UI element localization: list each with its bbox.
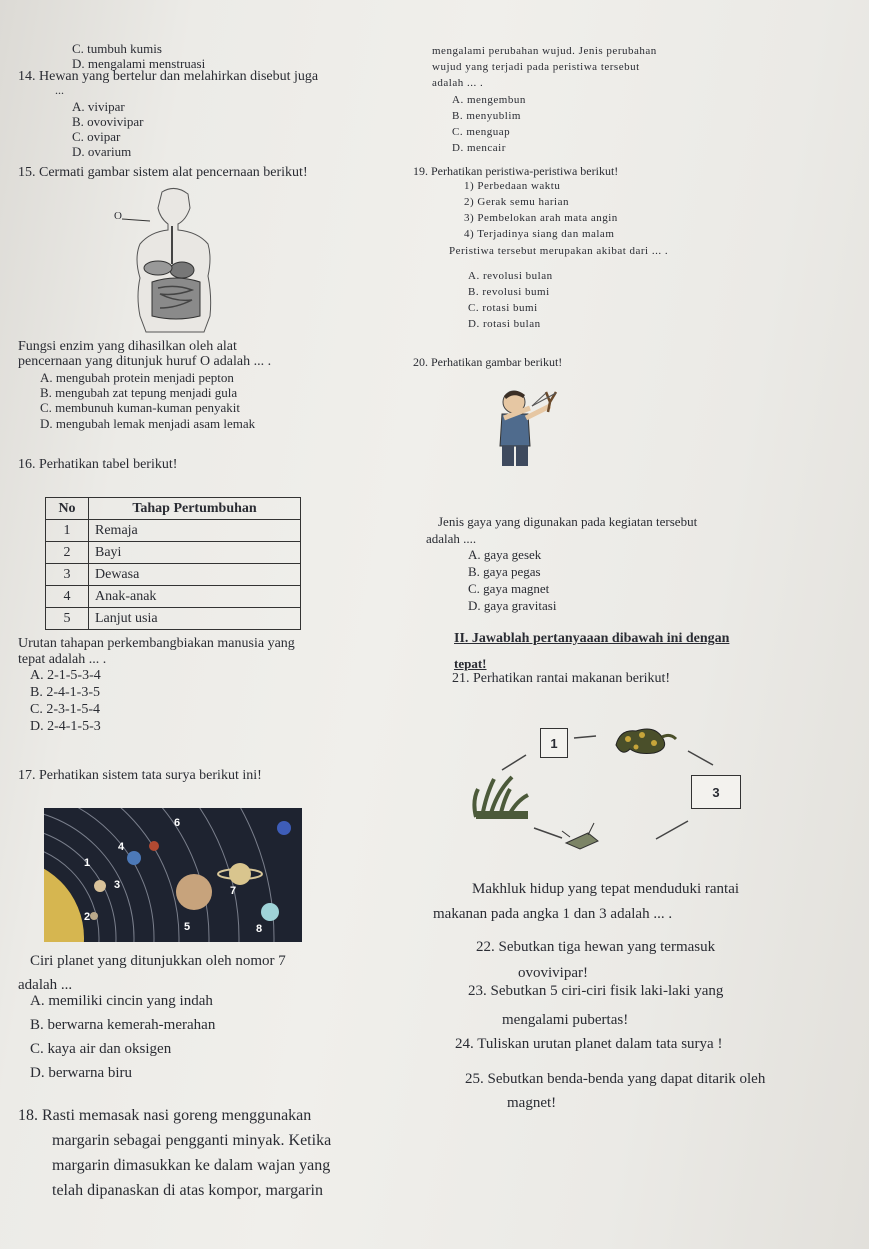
q18-line3: margarin dimasukkan ke dalam wajan yang bbox=[52, 1157, 331, 1174]
table-cell-stage: Remaja bbox=[89, 520, 301, 542]
q15-option-c: C. membunuh kuman-kuman penyakit bbox=[40, 400, 241, 415]
q16-stem: 16. Perhatikan tabel berikut! bbox=[18, 457, 178, 472]
q18-option-a: A. mengembun bbox=[452, 94, 526, 106]
planet-saturn bbox=[229, 863, 251, 885]
table-header-no: No bbox=[46, 498, 89, 520]
q21-question-line1: Makhluk hidup yang tepat menduduki rantai bbox=[472, 881, 740, 897]
q20-option-d: D. gaya gravitasi bbox=[468, 598, 557, 613]
q17-stem: 17. Perhatikan sistem tata surya berikut ini! bbox=[18, 768, 262, 783]
table-cell-stage: Dewasa bbox=[89, 564, 301, 586]
table-header-row bbox=[46, 498, 301, 520]
grass-icon bbox=[474, 777, 528, 819]
q14-stem: 14. Hewan yang bertelur dan melahirkan disebut juga bbox=[18, 69, 319, 84]
planet-mercury bbox=[90, 912, 98, 920]
q21-stem: 21. Perhatikan rantai makanan berikut! bbox=[452, 671, 671, 686]
food-chain-diagram bbox=[470, 715, 730, 865]
arrow-3-to-grasshopper bbox=[656, 821, 688, 839]
q20-option-c: C. gaya magnet bbox=[468, 581, 550, 596]
q19-question: Peristiwa tersebut merupakan akibat dari ... . bbox=[449, 245, 669, 257]
q16-question-line1: Urutan tahapan perkembangbiakan manusia yang bbox=[18, 636, 295, 651]
planet-number: 2 bbox=[84, 911, 91, 923]
planet-mars bbox=[149, 841, 159, 851]
planet-jupiter bbox=[176, 874, 212, 910]
q17-option-d: D. berwarna biru bbox=[30, 1065, 133, 1081]
q15-option-b: B. mengubah zat tepung menjadi gula bbox=[40, 385, 238, 400]
q18-option-b: B. menyublim bbox=[452, 110, 521, 122]
q15-option-a: A. mengubah protein menjadi pepton bbox=[40, 370, 234, 385]
q20-stem: 20. Perhatikan gambar berikut! bbox=[413, 355, 563, 369]
planet-number: 1 bbox=[84, 857, 91, 869]
q15-label-o: O bbox=[114, 210, 123, 222]
q13-option-c: C. tumbuh kumis bbox=[72, 41, 162, 56]
q23-line1: 23. Sebutkan 5 ciri-ciri fisik laki-laki yang bbox=[468, 983, 724, 999]
q17-option-b: B. berwarna kemerah-merahan bbox=[30, 1017, 216, 1033]
q18-cont-line1: mengalami perubahan wujud. Jenis perubahan bbox=[432, 45, 657, 57]
table-cell-no: 4 bbox=[46, 586, 89, 608]
planet-number: 6 bbox=[174, 817, 181, 829]
planet-number: 5 bbox=[184, 921, 191, 933]
q18-cont-line3: adalah ... . bbox=[432, 77, 484, 89]
q18-cont-line2: wujud yang terjadi pada peristiwa tersebut bbox=[432, 61, 640, 73]
q20-option-a: A. gaya gesek bbox=[468, 547, 542, 562]
planet-number: 7 bbox=[230, 885, 237, 897]
q25-line1: 25. Sebutkan benda-benda yang dapat ditarik oleh bbox=[465, 1071, 766, 1087]
section-2-title-cont: tepat! bbox=[454, 656, 487, 671]
growth-stage-table bbox=[45, 497, 301, 630]
q18-line2: margarin sebagai pengganti minyak. Ketika bbox=[52, 1132, 332, 1149]
q15-question-line2: pencernaan yang ditunjuk huruf O adalah ... . bbox=[18, 354, 272, 369]
solar-system-figure bbox=[44, 808, 302, 942]
table-row bbox=[46, 520, 301, 542]
q16-option-c: C. 2-3-1-5-4 bbox=[30, 702, 100, 717]
q17-option-a: A. memiliki cincin yang indah bbox=[30, 993, 213, 1009]
q21-question-line2: makanan pada angka 1 dan 3 adalah ... . bbox=[433, 906, 673, 922]
planet-number: 3 bbox=[114, 879, 121, 891]
q15-question-line1: Fungsi enzim yang dihasilkan oleh alat bbox=[18, 339, 237, 354]
q18-option-c: C. menguap bbox=[452, 126, 511, 138]
q16-question-line2: tepat adalah ... . bbox=[18, 652, 107, 667]
q18-option-d: D. mencair bbox=[452, 142, 506, 154]
q19-item-1: 1) Perbedaan waktu bbox=[464, 180, 561, 192]
table-row bbox=[46, 542, 301, 564]
arrow-grasshopper-to-grass bbox=[534, 828, 562, 838]
q19-option-a: A. revolusi bulan bbox=[468, 270, 553, 282]
arrow-1-to-snake bbox=[574, 736, 596, 738]
q16-option-a: A. 2-1-5-3-4 bbox=[30, 668, 101, 683]
grasshopper-icon bbox=[562, 823, 598, 849]
q23-line2: mengalami pubertas! bbox=[502, 1012, 629, 1028]
table-cell-stage: Bayi bbox=[89, 542, 301, 564]
arrow-snake-to-3 bbox=[688, 751, 713, 765]
q16-option-b: B. 2-4-1-3-5 bbox=[30, 685, 100, 700]
q17-question-line1: Ciri planet yang ditunjukkan oleh nomor 7 bbox=[30, 953, 286, 969]
q19-item-4: 4) Terjadinya siang dan malam bbox=[464, 228, 615, 240]
table-row bbox=[46, 586, 301, 608]
section-2-title: II. Jawablah pertanyaaan dibawah ini dengan bbox=[454, 631, 730, 646]
planet-venus bbox=[94, 880, 106, 892]
planet-earth bbox=[127, 851, 141, 865]
q19-option-b: B. revolusi bumi bbox=[468, 286, 550, 298]
q14-option-b: B. ovovivipar bbox=[72, 114, 144, 129]
planet-neptune bbox=[277, 821, 291, 835]
q19-option-c: C. rotasi bumi bbox=[468, 302, 538, 314]
table-cell-no: 5 bbox=[46, 608, 89, 630]
q15-stem: 15. Cermati gambar sistem alat pencernaan berikut! bbox=[18, 165, 308, 180]
q20-question-line2: adalah .... bbox=[426, 531, 477, 546]
q19-stem: 19. Perhatikan peristiwa-peristiwa berikut! bbox=[413, 164, 619, 178]
digestive-system-figure bbox=[120, 186, 230, 336]
table-row bbox=[46, 564, 301, 586]
q15-option-d: D. mengubah lemak menjadi asam lemak bbox=[40, 416, 256, 431]
boy-slingshot-figure bbox=[488, 384, 564, 468]
q22-line1: 22. Sebutkan tiga hewan yang termasuk bbox=[476, 939, 716, 955]
q20-option-b: B. gaya pegas bbox=[468, 564, 541, 579]
q13-option-d: D. mengalami menstruasi bbox=[72, 56, 206, 71]
table-header-stage: Tahap Pertumbuhan bbox=[89, 498, 301, 520]
table-row bbox=[46, 608, 301, 630]
table-cell-no: 2 bbox=[46, 542, 89, 564]
table-cell-no: 1 bbox=[46, 520, 89, 542]
q20-question-line1: Jenis gaya yang digunakan pada kegiatan tersebut bbox=[438, 514, 698, 529]
q19-item-2: 2) Gerak semu harian bbox=[464, 196, 569, 208]
q17-option-c: C. kaya air dan oksigen bbox=[30, 1041, 172, 1057]
planet-number: 8 bbox=[256, 923, 263, 935]
q17-question-line2: adalah ... bbox=[18, 977, 73, 993]
q14-option-d: D. ovarium bbox=[72, 144, 132, 159]
snake-icon bbox=[616, 729, 676, 754]
arrow-grass-to-1 bbox=[502, 755, 526, 770]
q19-option-d: D. rotasi bulan bbox=[468, 318, 541, 330]
q18-line1: 18. Rasti memasak nasi goreng menggunakan bbox=[18, 1107, 312, 1124]
table-cell-no: 3 bbox=[46, 564, 89, 586]
planet-number: 4 bbox=[118, 841, 125, 853]
q25-line2: magnet! bbox=[507, 1095, 557, 1111]
q24-line1: 24. Tuliskan urutan planet dalam tata surya ! bbox=[455, 1036, 723, 1052]
q14-dots: ... bbox=[55, 83, 64, 97]
planet-uranus bbox=[261, 903, 279, 921]
table-cell-stage: Anak-anak bbox=[89, 586, 301, 608]
q18-line4: telah dipanaskan di atas kompor, margarin bbox=[52, 1182, 323, 1199]
food-chain-box-3: 3 bbox=[691, 775, 741, 809]
q14-option-c: C. ovipar bbox=[72, 129, 121, 144]
q14-option-a: A. vivipar bbox=[72, 99, 125, 114]
q16-option-d: D. 2-4-1-5-3 bbox=[30, 719, 101, 734]
table-cell-stage: Lanjut usia bbox=[89, 608, 301, 630]
q22-line2: ovovivipar! bbox=[518, 965, 588, 981]
q19-item-3: 3) Pembelokan arah mata angin bbox=[464, 212, 618, 224]
food-chain-box-1: 1 bbox=[540, 728, 568, 758]
